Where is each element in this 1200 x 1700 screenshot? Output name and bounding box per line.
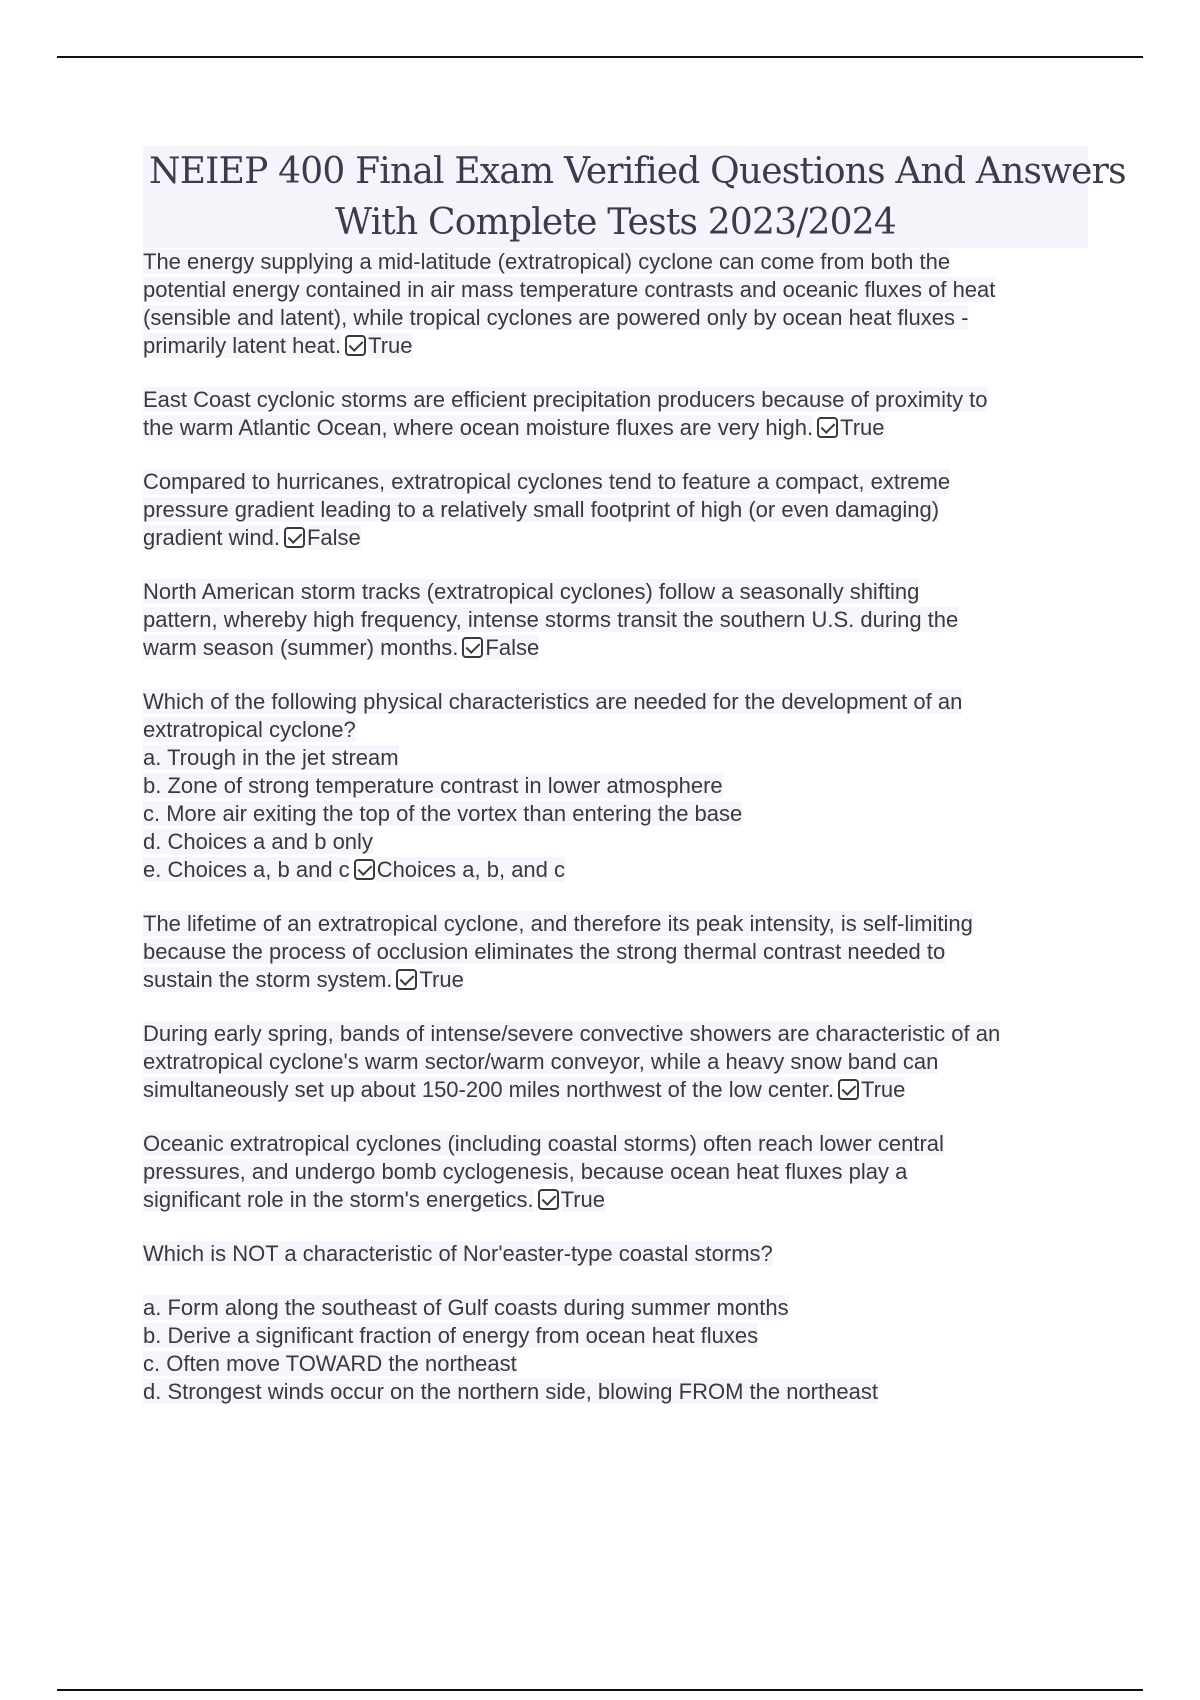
question-block <box>143 1130 1088 1214</box>
question-text: The lifetime of an extratropical cyclone, and therefore its peak intensity, is self-limiting <box>143 911 973 936</box>
question-text: the warm Atlantic Ocean, where ocean moisture fluxes are very high. <box>143 415 814 440</box>
checkbox-checked-icon <box>462 637 483 658</box>
document-body <box>143 146 1126 1406</box>
question-block <box>143 910 1088 994</box>
question-text: because the process of occlusion eliminates the strong thermal contrast needed to <box>143 939 946 964</box>
question-text: pattern, whereby high frequency, intense storms transit the southern U.S. during the <box>143 607 959 632</box>
question-text: d. Choices a and b only <box>143 829 373 854</box>
question-text: Oceanic extratropical cyclones (including coastal storms) often reach lower central <box>143 1131 944 1156</box>
question-text: simultaneously set up about 150-200 miles northwest of the low center. <box>143 1077 834 1102</box>
answer-option: a. Form along the southeast of Gulf coasts during summer months <box>143 1295 789 1320</box>
footer-rule <box>57 1689 1143 1691</box>
title-line-1: NEIEP 400 Final Exam Verified Questions And Answers <box>149 151 1126 192</box>
answer-text: False <box>306 525 361 550</box>
question-list <box>143 248 1088 1214</box>
question-text: Compared to hurricanes, extratropical cyclones tend to feature a compact, extreme <box>143 469 951 494</box>
answer-text: True <box>560 1187 606 1212</box>
question-block <box>143 248 1088 360</box>
answer-text: True <box>860 1077 906 1102</box>
question-text: North American storm tracks (extratropical cyclones) follow a seasonally shifting <box>143 579 920 604</box>
header-rule <box>57 56 1143 58</box>
checkbox-checked-icon <box>284 527 305 548</box>
answer-text: True <box>368 333 413 358</box>
checkbox-checked-icon <box>396 969 417 990</box>
question-text: warm season (summer) months. <box>143 635 459 660</box>
question-text: gradient wind. <box>143 525 280 550</box>
question-text: East Coast cyclonic storms are efficient precipitation producers because of proximity to <box>143 387 988 412</box>
question-block <box>143 1020 1088 1104</box>
checkbox-checked-icon <box>538 1189 559 1210</box>
question-text: sustain the storm system. <box>143 967 393 992</box>
question-text: significant role in the storm's energetics. <box>143 1187 534 1212</box>
question-text: Which of the following physical characteristics are needed for the development of an <box>143 689 963 714</box>
question-text: pressure gradient leading to a relatively small footprint of high (or even damaging) <box>143 497 940 522</box>
question-text: extratropical cyclone? <box>143 717 356 742</box>
question-block <box>143 386 1088 442</box>
title-line-2: With Complete Tests 2023/2024 <box>335 202 896 243</box>
question-text: The energy supplying a mid-latitude (extratropical) cyclone can come from both the <box>143 249 951 274</box>
question-text: Which is NOT a characteristic of Nor'easter-type coastal storms? <box>143 1241 773 1266</box>
question-block <box>143 578 1088 662</box>
question-text: e. Choices a, b and c <box>143 857 350 882</box>
answer-option: d. Strongest winds occur on the northern side, blowing FROM the northeast <box>143 1379 878 1404</box>
answer-text: True <box>419 967 464 992</box>
question-block <box>143 1240 1088 1406</box>
question-text: potential energy contained in air mass temperature contrasts and oceanic fluxes of heat <box>143 277 996 302</box>
document-title <box>143 146 1126 248</box>
question-text: primarily latent heat. <box>143 333 342 358</box>
question-block <box>143 688 1088 884</box>
question-text: b. Zone of strong temperature contrast in lower atmosphere <box>143 773 723 798</box>
checkbox-checked-icon <box>354 859 375 880</box>
question-text: extratropical cyclone's warm sector/warm conveyor, while a heavy snow band can <box>143 1049 939 1074</box>
question-text: (sensible and latent), while tropical cyclones are powered only by ocean heat fluxes - <box>143 305 969 330</box>
answer-option: b. Derive a significant fraction of energy from ocean heat fluxes <box>143 1323 759 1348</box>
question-text: a. Trough in the jet stream <box>143 745 399 770</box>
checkbox-checked-icon <box>838 1079 859 1100</box>
answer-text: False <box>485 635 540 660</box>
answer-text: True <box>840 415 885 440</box>
answer-option: c. Often move TOWARD the northeast <box>143 1351 517 1376</box>
question-text: c. More air exiting the top of the vortex than entering the base <box>143 801 743 826</box>
question-block <box>143 468 1088 552</box>
question-text: pressures, and undergo bomb cyclogenesis, because ocean heat fluxes play a <box>143 1159 908 1184</box>
answer-text: Choices a, b, and c <box>376 857 566 882</box>
question-text: During early spring, bands of intense/severe convective showers are characteristic of an <box>143 1021 1001 1046</box>
checkbox-checked-icon <box>345 335 366 356</box>
checkbox-checked-icon <box>817 417 838 438</box>
